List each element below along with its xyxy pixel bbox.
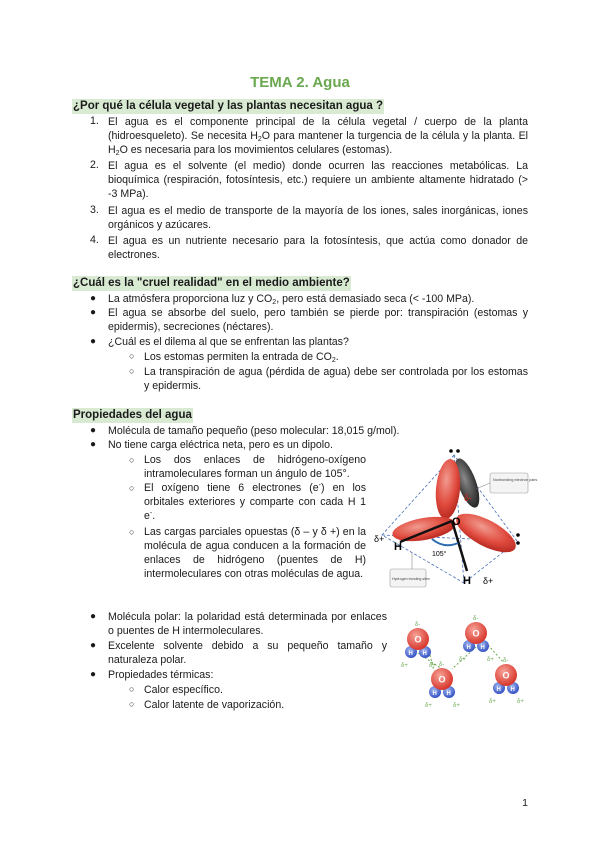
delta-plus-label: δ+ (429, 663, 436, 669)
list-number: 1. (90, 115, 99, 127)
bullet-icon: ● (90, 307, 97, 318)
hydrogen-label: H (480, 645, 485, 651)
list-item: ¿Cuál es el dilema al que se enfrentan las plantas? (108, 336, 349, 348)
bullet-icon: ● (90, 293, 97, 304)
list-number: 2. (90, 159, 99, 171)
bullet-icon: ● (90, 425, 97, 436)
angle-arc (432, 539, 458, 545)
oxygen-label: O (502, 670, 510, 681)
delta-minus-label: δ- (503, 658, 509, 664)
sub-list-item: El oxígeno tiene 6 electrones (e-) en los orbitales exteriores y comparte con cada H 1 e-. (144, 482, 366, 522)
bullet-icon: ● (90, 336, 97, 347)
bullet-icon: ● (90, 640, 97, 651)
list-item: Molécula polar: la polaridad está determinada por enlaces o puentes de H intermoleculares. (108, 611, 387, 637)
hydrogen-label: H (466, 645, 471, 651)
water-molecule-figure (372, 443, 538, 593)
sub-list-item: Calor específico. (144, 684, 223, 696)
oxygen-label: O (438, 674, 446, 685)
sub-bullet-icon: ○ (129, 455, 135, 465)
list-item: Molécula de tamaño pequeño (peso molecular: 18,015 g/mol). (108, 425, 400, 437)
hydrogen-label: H (408, 651, 413, 657)
list-number: 3. (90, 204, 99, 216)
sub-bullet-icon: ○ (129, 684, 135, 694)
delta-minus-label: δ- (473, 616, 479, 622)
sub-list-item: Los dos enlaces de hidrógeno-oxígeno intramoleculares forman un ángulo de 105°. (144, 454, 366, 480)
hydrogen-label: H (422, 651, 427, 657)
annotation-box (490, 473, 528, 493)
hydrogen-label: H (432, 691, 437, 697)
oxygen-label: O (452, 516, 461, 528)
oxygen-label: O (414, 634, 422, 645)
sub-bullet-icon: ○ (129, 366, 135, 376)
sub-bullet-icon: ○ (129, 483, 135, 493)
sub-bullet-icon: ○ (129, 699, 135, 709)
sub-bullet-icon: ○ (129, 527, 135, 537)
annotation-text: Hydrogen bonding sites (392, 577, 430, 581)
list-item: No tiene carga eléctrica neta, pero es un dipolo. (108, 439, 333, 451)
delta-plus-label: δ+ (425, 703, 432, 709)
delta-plus-label: δ+ (517, 699, 524, 705)
delta-minus-label: δ- (464, 493, 473, 503)
page-title: TEMA 2. Agua (250, 74, 350, 91)
sub-list-item: Calor latente de vaporización. (144, 699, 285, 711)
hydrogen-label: H (463, 575, 471, 587)
list-item: El agua es un nutriente necesario para la fotosíntesis, que actúa como donador de electrones. (108, 235, 528, 261)
bullet-icon: ● (90, 669, 97, 680)
sub-list-item: Los estomas permiten la entrada de $CO_2$. (144, 351, 339, 364)
hydrogen-label: H (394, 541, 402, 553)
angle-label: 105° (432, 551, 447, 558)
list-number: 4. (90, 234, 99, 246)
section-heading-why-water: ¿Por qué la célula vegetal y las plantas necesitan agua ? (73, 100, 383, 112)
delta-plus-label: δ+ (374, 534, 385, 544)
delta-minus-label: δ- (439, 662, 445, 668)
sub-list-item: La transpiración de agua (pérdida de agua) debe ser controlada por los estomas y epidermis. (144, 366, 528, 392)
sub-bullet-icon: ○ (129, 351, 135, 361)
list-item: El agua es el medio de transporte de la mayoría de los iones, sales inorgánicas, iones orgánicos y azúcares. (108, 205, 528, 231)
page-number: 1 (522, 797, 528, 809)
delta-plus-label: δ+ (487, 657, 494, 663)
delta-plus-label: δ+ (489, 699, 496, 705)
list-item: El agua es el solvente (el medio) donde ocurren las reacciones metabólicas. La bioquímica (respiración, fotosíntesis, etc.) requiere un ambiente altamente hidratado (> -3 MPa). (108, 160, 528, 200)
list-item: Excelente solvente debido a su pequeño tamaño y naturaleza polar. (108, 640, 387, 666)
bullet-icon: ● (90, 439, 97, 450)
list-item: La atmósfera proporciona luz y $CO_2$, pero está demasiado seca (< -100 MPa). (108, 293, 475, 306)
section-heading-water-properties: Propiedades del agua (73, 409, 192, 421)
delta-plus-label: δ+ (401, 663, 408, 669)
hydrogen-bond-figure (396, 609, 530, 709)
hydrogen-label: H (510, 687, 515, 693)
sub-list-item: Las cargas parciales opuestas (δ – y δ +) en la molécula de agua conducen a la formación de enlaces de hidrógeno (puentes de H) intermoleculares con otras moléculas de agua. (144, 526, 366, 580)
list-item: El agua se absorbe del suelo, pero también se pierde por: transpiración (estomas y epidermis), secreciones (néctares). (108, 307, 528, 333)
delta-plus-label: δ+ (453, 703, 460, 709)
list-item: Propiedades térmicas: (108, 669, 214, 681)
delta-plus-label: δ+ (459, 657, 466, 663)
delta-minus-label: δ- (415, 622, 421, 628)
oxygen-label: O (472, 628, 480, 639)
section-heading-cruel-reality: ¿Cuál es la "cruel realidad" en el medio ambiente? (73, 277, 350, 289)
list-item: El agua es el componente principal de la célula vegetal / cuerpo de la planta (hidroesqueleto). Se necesita $H_2O$ para mantener la turgencia de la célula y la planta. El $H_2O$ es necesaria para los movimientos celulares (estomas). (108, 116, 528, 157)
delta-plus-label: δ+ (483, 576, 494, 586)
bullet-icon: ● (90, 611, 97, 622)
hydrogen-label: H (496, 687, 501, 693)
annotation-text: Nonbonding electron pairs (493, 478, 538, 482)
hydrogen-label: H (446, 691, 451, 697)
